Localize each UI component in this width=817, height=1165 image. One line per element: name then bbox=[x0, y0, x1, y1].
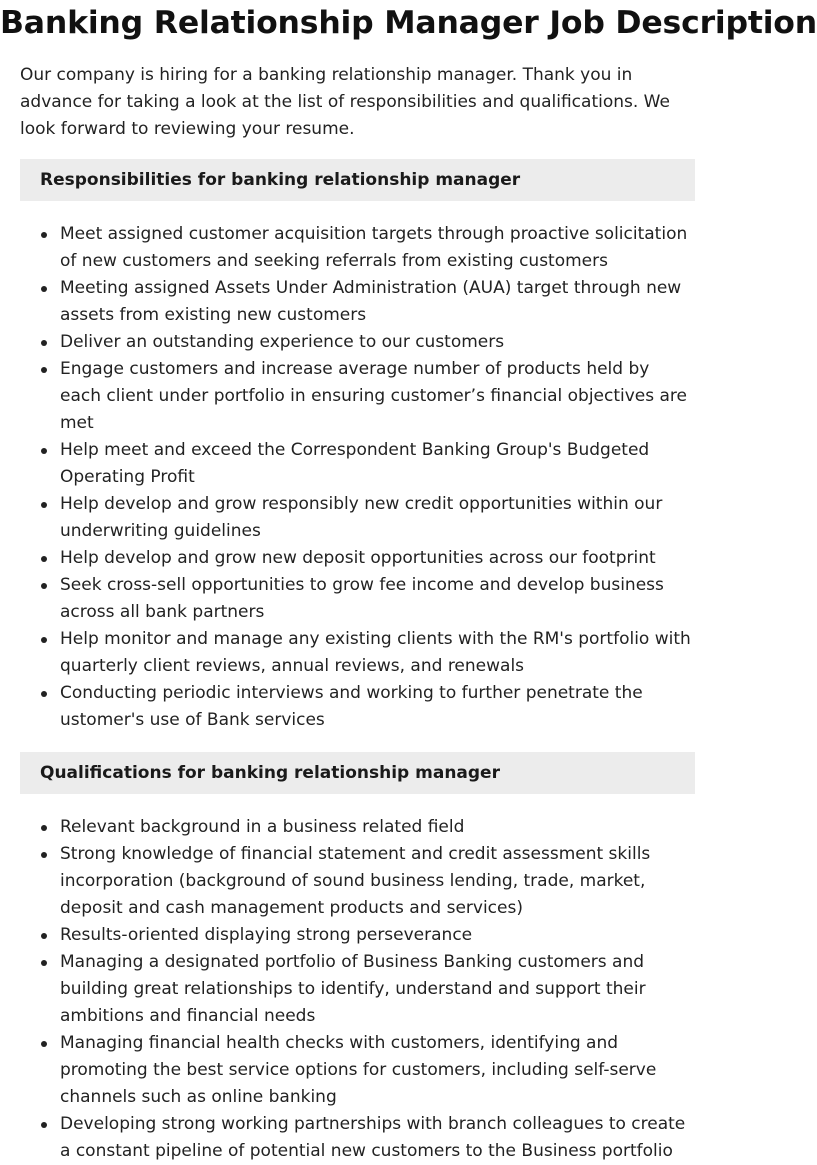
list-item: Relevant background in a business related field bbox=[60, 814, 695, 841]
list-item: Conducting periodic interviews and working to further penetrate the ustomer's use of Bank services bbox=[60, 680, 695, 734]
list-item: Help meet and exceed the Correspondent Banking Group's Budgeted Operating Profit bbox=[60, 437, 695, 491]
responsibilities-list bbox=[20, 221, 695, 734]
list-item: Meeting assigned Assets Under Administration (AUA) target through new assets from existing new customers bbox=[60, 275, 695, 329]
list-item: Engage customers and increase average number of products held by each client under portfolio in ensuring customer’s financial objectives are met bbox=[60, 356, 695, 437]
responsibilities-heading: Responsibilities for banking relationship manager bbox=[20, 159, 695, 201]
list-item: Seek cross-sell opportunities to grow fee income and develop business across all bank partners bbox=[60, 572, 695, 626]
intro-paragraph: Our company is hiring for a banking relationship manager. Thank you in advance for taking a look at the list of responsibilities and qualifications. We look forward to reviewing your resume. bbox=[20, 65, 670, 139]
list-item: Help develop and grow new deposit opportunities across our footprint bbox=[60, 545, 695, 572]
page-title: Banking Relationship Manager Job Description bbox=[0, 5, 817, 41]
list-item: Managing financial health checks with customers, identifying and promoting the best service options for customers, including self-serve channels such as online banking bbox=[60, 1030, 695, 1111]
list-item: Deliver an outstanding experience to our customers bbox=[60, 329, 695, 356]
list-item: Help develop and grow responsibly new credit opportunities within our underwriting guidelines bbox=[60, 491, 695, 545]
list-item: Managing a designated portfolio of Business Banking customers and building great relationships to identify, understand and support their ambitions and financial needs bbox=[60, 949, 695, 1030]
list-item: Developing strong working partnerships with branch colleagues to create a constant pipeline of potential new customers to the Business portfolio bbox=[60, 1111, 695, 1165]
list-item: Meet assigned customer acquisition targets through proactive solicitation of new customers and seeking referrals from existing customers bbox=[60, 221, 695, 275]
qualifications-heading: Qualifications for banking relationship manager bbox=[20, 752, 695, 794]
list-item: Results-oriented displaying strong perseverance bbox=[60, 922, 695, 949]
list-item: Help monitor and manage any existing clients with the RM's portfolio with quarterly client reviews, annual reviews, and renewals bbox=[60, 626, 695, 680]
qualifications-list bbox=[20, 814, 695, 1165]
list-item: Strong knowledge of financial statement and credit assessment skills incorporation (background of sound business lending, trade, market, deposit and cash management products and services) bbox=[60, 841, 695, 922]
